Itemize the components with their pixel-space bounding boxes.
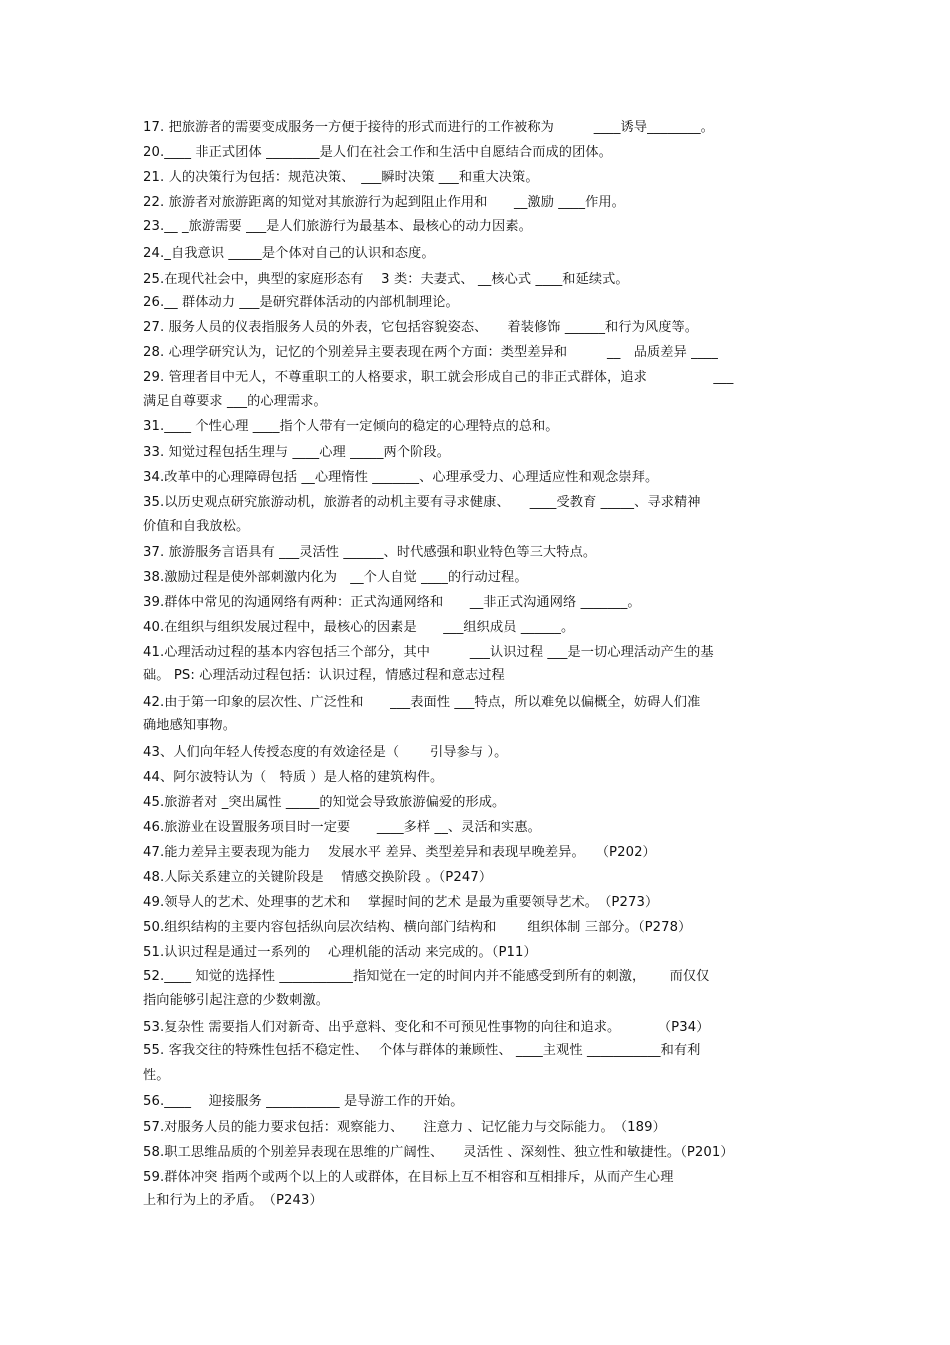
text-line: 48.人际关系建立的关键阶段是 情感交换阶段 。（P247） [143, 870, 493, 885]
text-line: 上和行为上的矛盾。 （P243） [143, 1193, 323, 1208]
text-line: 42.由于第一印象的层次性、广泛性和 ___表面性 ___特点，所以难免以偏概全，妨碍人们准 [143, 695, 701, 710]
text-line: 21. 人的决策行为包括：规范决策、 ___瞬时决策 ___和重大决策。 [143, 170, 539, 185]
text-line: 26.__ 群体动力 ___是研究群体活动的内部机制理论。 [143, 295, 459, 310]
text-line: 础。 PS: 心理活动过程包括：认识过程，情感过程和意志过程 [143, 668, 505, 683]
text-line: 31.____ 个性心理 ____指个人带有一定倾向的稳定的心理特点的总和。 [143, 419, 559, 434]
text-line: 44、阿尔波特认为（ 特质 ）是人格的建筑构件。 [143, 770, 444, 785]
text-line: 51.认识过程是通过一系列的 心理机能的活动 来完成的。（P11） [143, 945, 537, 960]
text-line: 性。 [143, 1068, 170, 1083]
text-line: 价值和自我放松。 [143, 519, 250, 534]
text-line: 52.____ 知觉的选择性 ___________指知觉在一定的时间内并不能感受到所有的刺激， 而仅仅 [143, 969, 710, 984]
text-line: 33. 知觉过程包括生理与 ____心理 _____两个阶段。 [143, 445, 450, 460]
text-line: 50.组织结构的主要内容包括纵向层次结构、横向部门结构和 组织体制 三部分。（P278） [143, 920, 692, 935]
text-line: 29. 管理者目中无人，不尊重职工的人格要求，职工就会形成自己的非正式群体，追求 ___ [143, 370, 734, 385]
text-line: 40.在组织与组织发展过程中，最核心的因素是 ___组织成员 ______。 [143, 620, 575, 635]
text-line: 确地感知事物。 [143, 718, 237, 733]
text-line: 20.____ 非正式团体 ________是人们在社会工作和生活中自愿结合而成的团体。 [143, 145, 612, 160]
text-line: 53.复杂性 需要指人们对新奇、出乎意料、变化和不可预见性事物的向往和追求。 （P34） [143, 1020, 710, 1035]
text-line: 46.旅游业在设置服务项目时一定要 ____多样 __、灵活和实惠。 [143, 820, 541, 835]
text-line: 34.改革中的心理障碍包括 __心理惰性 _______、心理承受力、心理适应性和观念崇拜。 [143, 470, 659, 485]
text-line: 59.群体冲突 指两个或两个以上的人或群体，在目标上互不相容和互相排斥，从而产生心理 [143, 1170, 674, 1185]
text-line: 27. 服务人员的仪表指服务人员的外表，它包括容貌姿态、 着装修饰 ______和行为风度等。 [143, 320, 699, 335]
text-line: 55. 客我交往的特殊性包括不稳定性、 个体与群体的兼顾性、 ____主观性 ___________和有利 [143, 1043, 701, 1058]
text-line: 22. 旅游者对旅游距离的知觉对其旅游行为起到阻止作用和 __激励 ____作用。 [143, 195, 625, 210]
text-line: 39.群体中常见的沟通网络有两种：正式沟通网络和 __非正式沟通网络 _______。 [143, 595, 641, 610]
text-line: 58.职工思维品质的个别差异表现在思维的广阔性、 灵活性 、深刻性、独立性和敏捷性。（P201） [143, 1145, 734, 1160]
text-line: 57.对服务人员的能力要求包括：观察能力、 注意力 、记忆能力与交际能力。 （189） [143, 1120, 666, 1135]
text-line: 43、人们向年轻人传授态度的有效途径是（ 引导参与 ）。 [143, 745, 508, 760]
text-line: 28. 心理学研究认为，记忆的个别差异主要表现在两个方面：类型差异和 __ 品质差异 ____ [143, 345, 718, 360]
text-line: 49.领导人的艺术、处理事的艺术和 掌握时间的艺术 是最为重要领导艺术。 （P273） [143, 895, 659, 910]
text-line: 满足自尊要求 ___的心理需求。 [143, 394, 327, 409]
text-line: 41.心理活动过程的基本内容包括三个部分，其中 ___认识过程 ___是一切心理活动产生的基 [143, 645, 714, 660]
text-line: 25.在现代社会中，典型的家庭形态有 3 类：夫妻式、 __核心式 ____和延续式。 [143, 272, 629, 287]
text-line: 45.旅游者对 _突出属性 _____的知觉会导致旅游偏爱的形成。 [143, 795, 506, 810]
text-line: 47.能力差异主要表现为能力 发展水平 差异、类型差异和表现早晚差异。 （P202） [143, 845, 656, 860]
text-line: 35.以历史观点研究旅游动机，旅游者的动机主要有寻求健康、 ____受教育 _____、寻求精神 [143, 495, 701, 510]
text-line: 56.____ 迎接服务 ___________ 是导游工作的开始。 [143, 1094, 464, 1109]
text-line: 23.__ _旅游需要 ___是人们旅游行为最基本、最核心的动力因素。 [143, 219, 532, 234]
text-line: 指向能够引起注意的少数刺激。 [143, 993, 330, 1008]
text-line: 17. 把旅游者的需要变成服务一方便于接待的形式而进行的工作被称为 ____诱导________。 [143, 120, 714, 135]
text-line: 37. 旅游服务言语具有 ___灵活性 ______、时代感强和职业特色等三大特点。 [143, 545, 597, 560]
text-line: 24._自我意识 _____是个体对自己的认识和态度。 [143, 246, 435, 261]
text-line: 38.激励过程是使外部刺激内化为 __个人自觉 ____的行动过程。 [143, 570, 528, 585]
